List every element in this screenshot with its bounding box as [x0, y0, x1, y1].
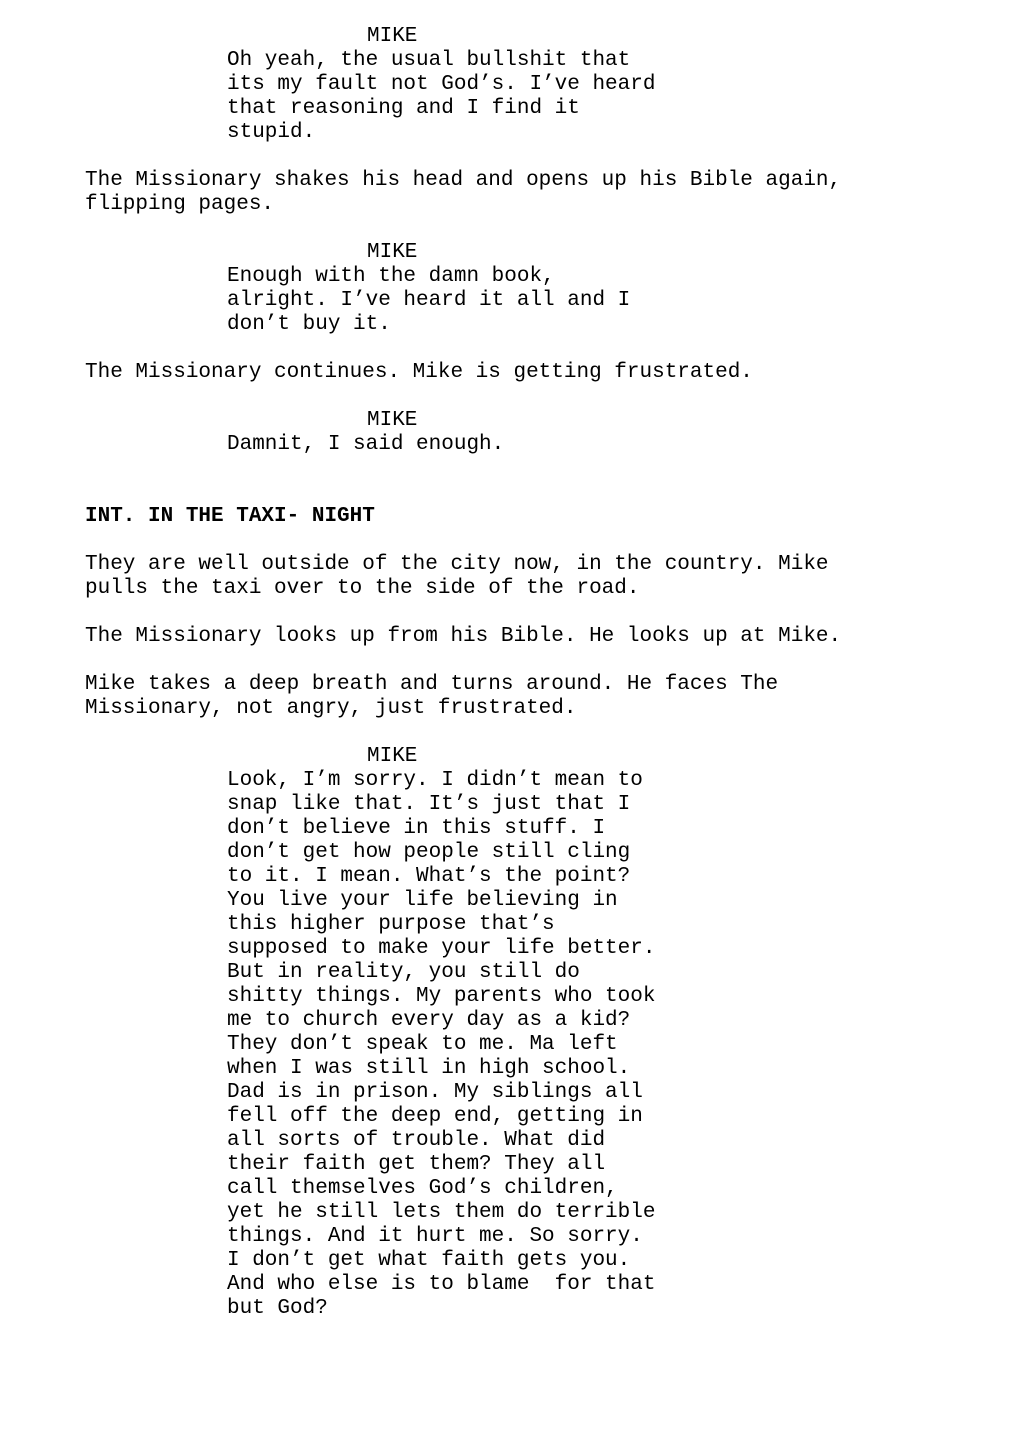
- character-name: MIKE: [367, 745, 418, 768]
- action-line: Mike takes a deep breath and turns around. He faces The Missionary, not angry, just frustrated.: [85, 673, 779, 720]
- action-line: The Missionary continues. Mike is getting frustrated.: [85, 361, 753, 384]
- action-line: The Missionary shakes his head and opens up his Bible again, flipping pages.: [85, 169, 842, 216]
- character-name: MIKE: [367, 25, 418, 48]
- dialogue: Damnit, I said enough.: [227, 433, 505, 456]
- dialogue: Oh yeah, the usual bullshit that its my fault not God’s. I’ve heard that reasoning and I find it stupid.: [227, 49, 656, 144]
- action-line: The Missionary looks up from his Bible. He looks up at Mike.: [85, 625, 842, 648]
- character-name: MIKE: [367, 409, 418, 432]
- dialogue: Look, I’m sorry. I didn’t mean to snap like that. It’s just that I don’t believe in this stuff. I don’t get how people still cling to it. I mean. What’s the point? You live your life believing in this higher purpose that’s supposed to make your life better. But in reality, you still do shitty things. My parents who took me to church every day as a kid? They don’t speak to me. Ma left when I was still in high school. Dad is in prison. My siblings all fell off the deep end, getting in all sorts of trouble. What did their faith get them? They all call themselves God’s children, yet he still lets them do terrible things. And it hurt me. So sorry. I don’t get what faith gets you. And who else is to blame for that but God?: [227, 769, 656, 1320]
- dialogue: Enough with the damn book, alright. I’ve heard it all and I don’t buy it.: [227, 265, 631, 336]
- character-name: MIKE: [367, 241, 418, 264]
- scene-heading: INT. IN THE TAXI- NIGHT: [85, 505, 375, 528]
- action-line: They are well outside of the city now, in the country. Mike pulls the taxi over to the side of the road.: [85, 553, 829, 600]
